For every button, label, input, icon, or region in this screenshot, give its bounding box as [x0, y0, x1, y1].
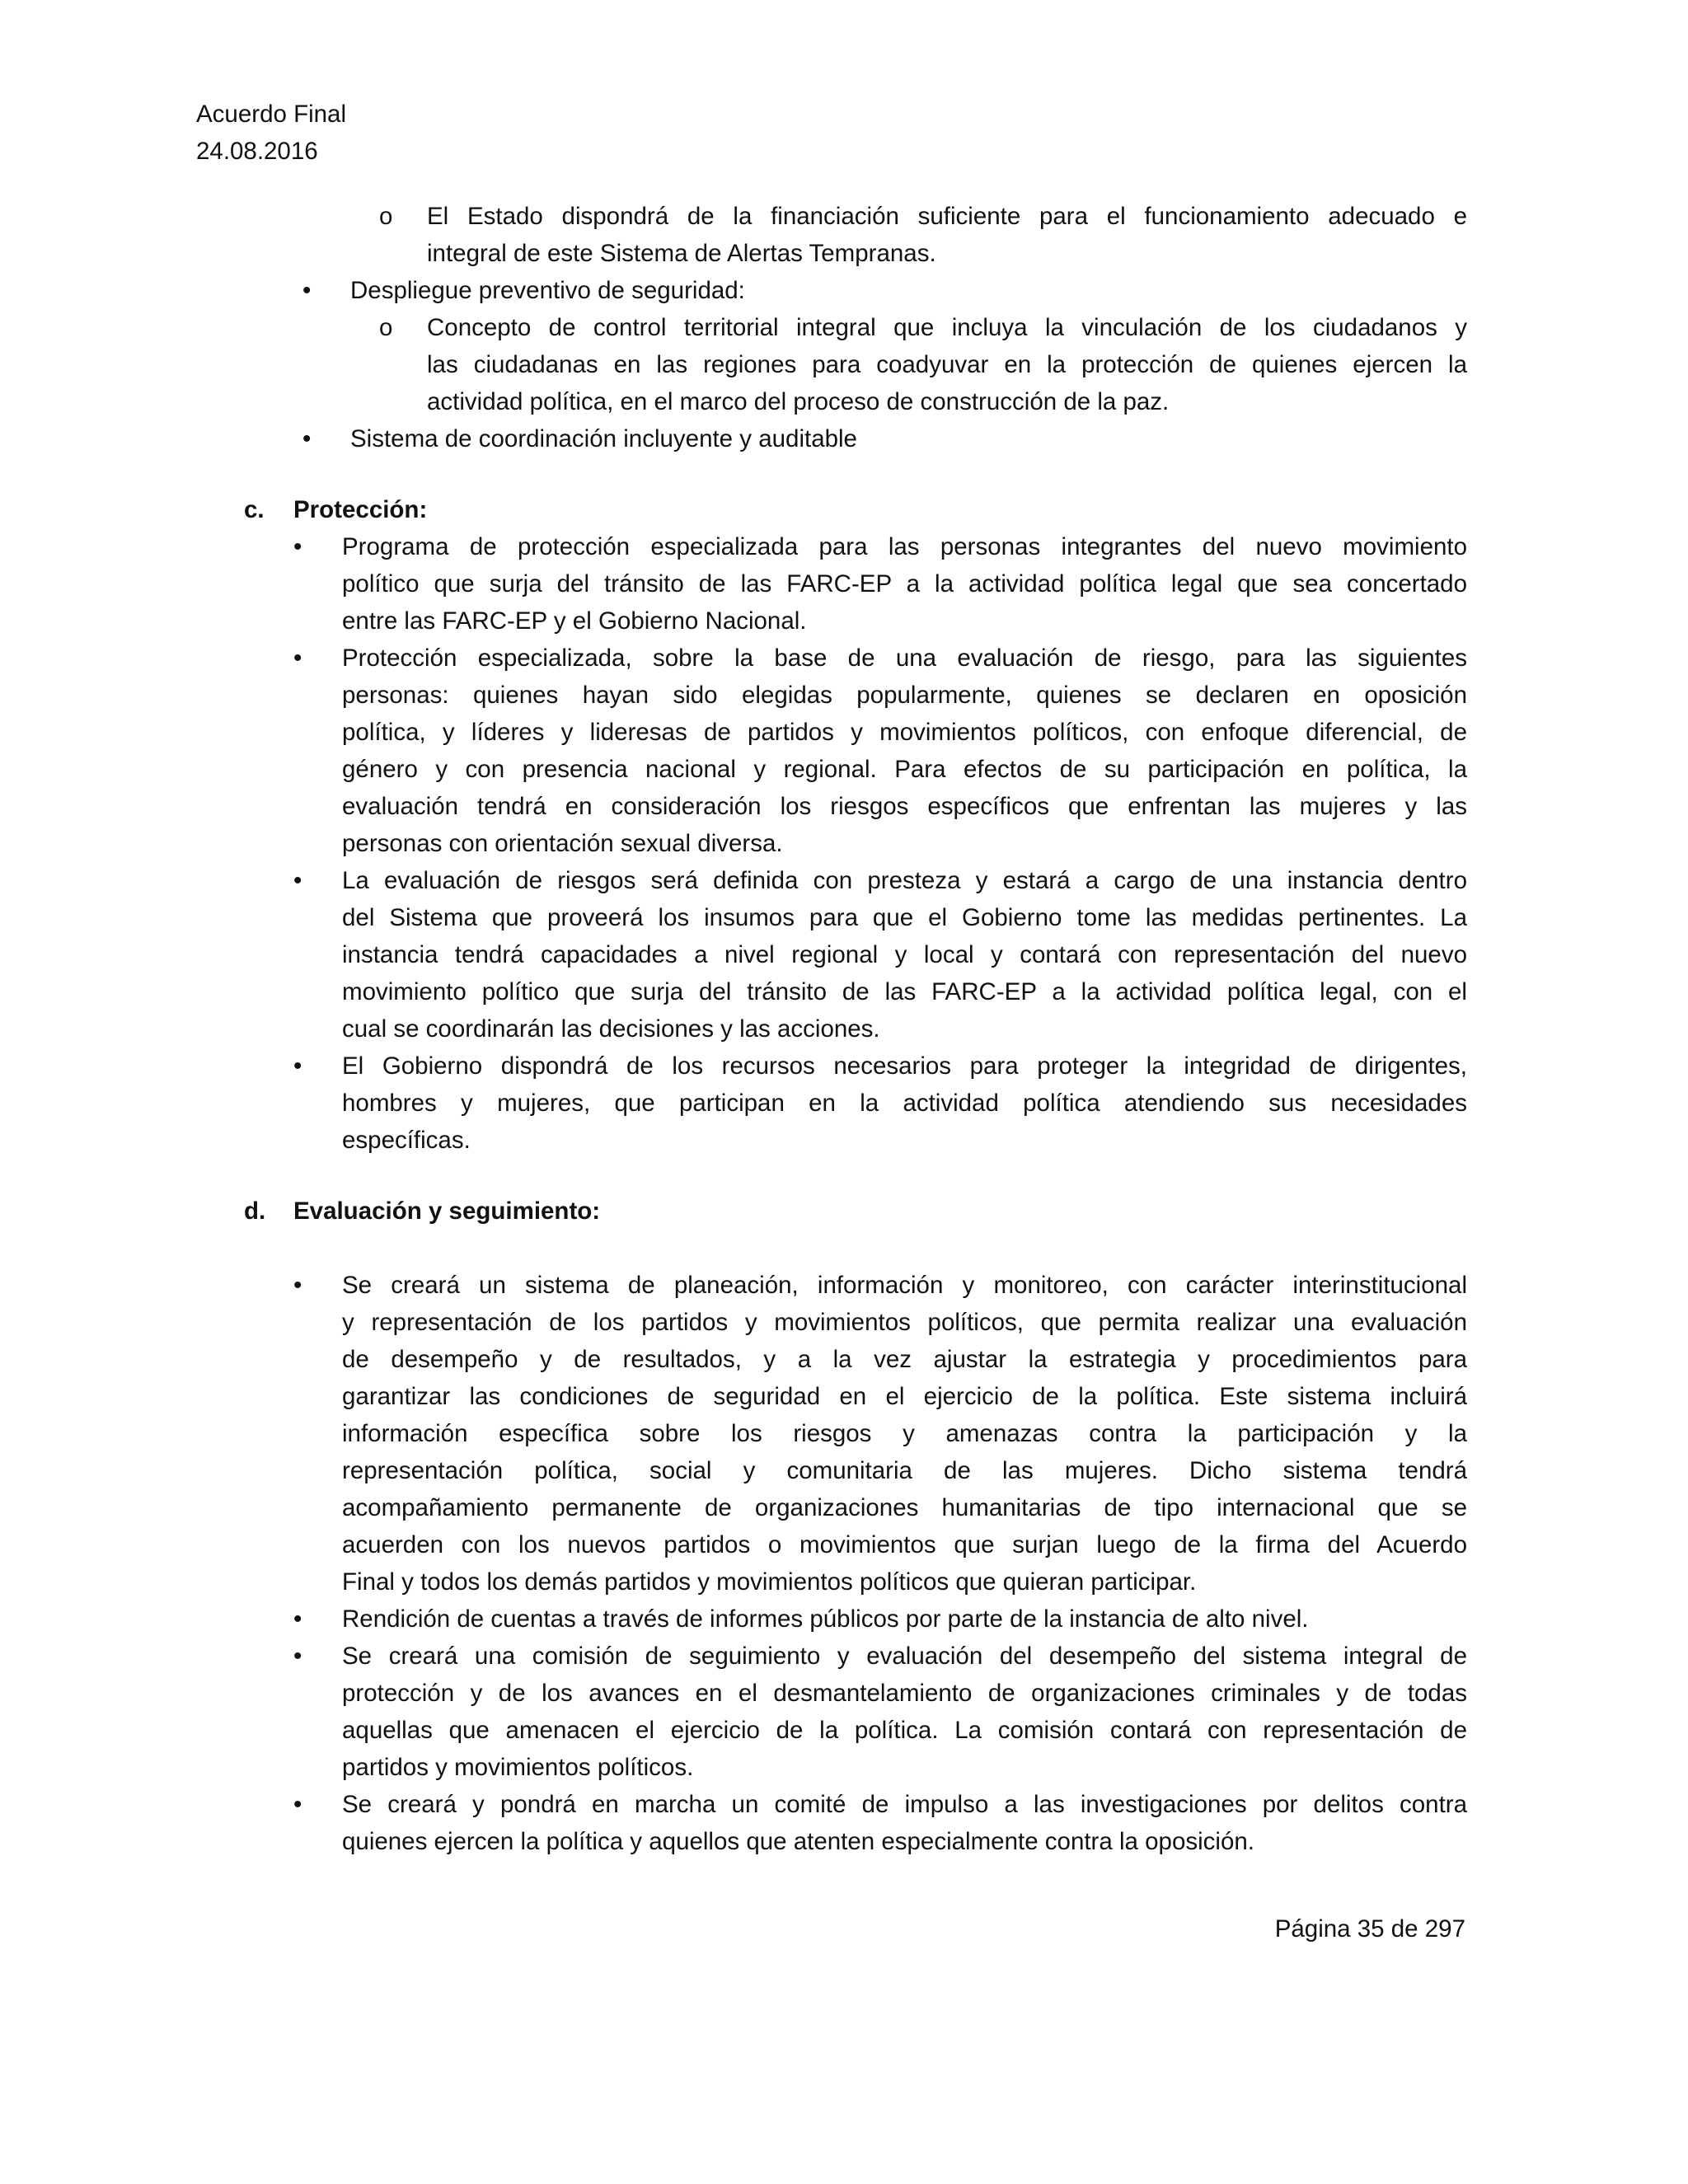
text-line: garantizar las condiciones de seguridad en el ejercicio de la política. Este sistema incluirá — [342, 1383, 1467, 1410]
text-line: aquellas que amenacen el ejercicio de la política. La comisión contará con representación de — [342, 1717, 1467, 1744]
text-line: información específica sobre los riesgos y amenazas contra la participación y la — [342, 1420, 1467, 1447]
text-line: político que surja del tránsito de las FARC-EP a la actividad política legal que sea concertado — [342, 570, 1467, 598]
text-line: partidos y movimientos políticos. — [342, 1754, 694, 1781]
text-line: Se creará una comisión de seguimiento y evaluación del desempeño del sistema integral de — [342, 1643, 1467, 1670]
text-line: El Estado dispondrá de la financiación suficiente para el funcionamiento adecuado e — [427, 203, 1467, 230]
section-c-title: Protección: — [293, 496, 428, 523]
bullet-icon: • — [293, 1605, 302, 1633]
bullet-icon: • — [302, 425, 312, 452]
text-line: política, y líderes y lideresas de partidos y movimientos políticos, con enfoque diferencial, de — [342, 719, 1467, 746]
circle-bullet-icon: o — [379, 314, 393, 341]
list-item — [293, 528, 1467, 640]
text-line: acuerden con los nuevos partidos o movimientos que surjan luego de la firma del Acuerdo — [342, 1531, 1467, 1558]
text-line: quienes ejercen la política y aquellos que atenten especialmente contra la oposición. — [342, 1828, 1254, 1855]
text-line: Rendición de cuentas a través de informes públicos por parte de la instancia de alto nivel. — [342, 1605, 1309, 1633]
text-line: cual se coordinarán las decisiones y las acciones. — [342, 1015, 880, 1043]
list-item — [293, 862, 1467, 1047]
list-item — [379, 309, 1467, 420]
list-item — [293, 1638, 1467, 1786]
list-item — [293, 1047, 1467, 1159]
text-line: Concepto de control territorial integral que incluya la vinculación de los ciudadanos y — [427, 314, 1467, 341]
text-line: instancia tendrá capacidades a nivel regional y local y contará con representación del nuevo — [342, 941, 1467, 968]
text-line: integral de este Sistema de Alertas Tempranas. — [427, 240, 936, 267]
text-line: hombres y mujeres, que participan en la actividad política atendiendo sus necesidades — [342, 1090, 1467, 1117]
text-line: del Sistema que proveerá los insumos para que el Gobierno tome las medidas pertinentes. La — [342, 904, 1467, 931]
list-item — [302, 272, 1467, 309]
circle-bullet-icon: o — [379, 203, 393, 230]
text-line: Sistema de coordinación incluyente y auditable — [350, 425, 857, 452]
bullet-icon: • — [293, 1272, 302, 1299]
text-line: Protección especializada, sobre la base de una evaluación de riesgo, para las siguientes — [342, 644, 1467, 672]
bullet-icon: • — [293, 533, 302, 560]
text-line: La evaluación de riesgos será definida con presteza y estará a cargo de una instancia dentro — [342, 867, 1467, 894]
document-header — [196, 96, 346, 170]
text-line: Se creará un sistema de planeación, información y monitoreo, con carácter interinstitucional — [342, 1272, 1467, 1299]
list-item — [293, 1601, 1467, 1638]
list-item — [302, 420, 1467, 457]
list-item — [293, 640, 1467, 862]
text-line: y representación de los partidos y movimientos políticos, que permita realizar una evaluación — [342, 1309, 1467, 1336]
text-line: específicas. — [342, 1127, 471, 1154]
text-line: Despliegue preventivo de seguridad: — [350, 277, 745, 304]
document-title: Acuerdo Final — [196, 101, 347, 128]
text-line: personas con orientación sexual diversa. — [342, 830, 783, 857]
document-date: 24.08.2016 — [196, 138, 318, 165]
section-c-letter: c. — [244, 496, 265, 523]
bullet-icon: • — [302, 277, 312, 304]
text-line: acompañamiento permanente de organizaciones humanitarias de tipo internacional que se — [342, 1494, 1467, 1521]
text-line: de desempeño y de resultados, y a la vez ajustar la estrategia y procedimientos para — [342, 1346, 1467, 1373]
text-line: personas: quienes hayan sido elegidas popularmente, quienes se declaren en oposición — [342, 682, 1467, 709]
list-item — [379, 198, 1467, 272]
section-d-letter: d. — [244, 1197, 266, 1225]
text-line: Final y todos los demás partidos y movimientos políticos que quieran participar. — [342, 1568, 1197, 1596]
text-line: Programa de protección especializada para las personas integrantes del nuevo movimiento — [342, 533, 1467, 560]
list-item — [293, 1786, 1467, 1860]
text-line: evaluación tendrá en consideración los riesgos específicos que enfrentan las mujeres y las — [342, 793, 1467, 820]
bullet-icon: • — [293, 1791, 302, 1818]
text-line: representación política, social y comunitaria de las mujeres. Dicho sistema tendrá — [342, 1457, 1467, 1484]
text-line: actividad política, en el marco del proceso de construcción de la paz. — [427, 388, 1170, 415]
text-line: El Gobierno dispondrá de los recursos necesarios para proteger la integridad de dirigentes, — [342, 1052, 1467, 1080]
bullet-icon: • — [293, 644, 302, 672]
text-line: las ciudadanas en las regiones para coadyuvar en la protección de quienes ejercen la — [427, 351, 1467, 378]
bullet-icon: • — [293, 867, 302, 894]
bullet-icon: • — [293, 1643, 302, 1670]
section-d-title: Evaluación y seguimiento: — [293, 1197, 601, 1225]
bullet-icon: • — [293, 1052, 302, 1080]
text-line: entre las FARC-EP y el Gobierno Nacional. — [342, 607, 807, 635]
text-line: protección y de los avances en el desmantelamiento de organizaciones criminales y de todas — [342, 1680, 1467, 1707]
list-item — [293, 1267, 1467, 1601]
text-line: género y con presencia nacional y regional. Para efectos de su participación en política, la — [342, 756, 1467, 783]
text-line: movimiento político que surja del tránsito de las FARC-EP a la actividad política legal, con el — [342, 978, 1467, 1005]
page-number: Página 35 de 297 — [1274, 1915, 1465, 1943]
text-line: Se creará y pondrá en marcha un comité de impulso a las investigaciones por delitos contra — [342, 1791, 1467, 1818]
